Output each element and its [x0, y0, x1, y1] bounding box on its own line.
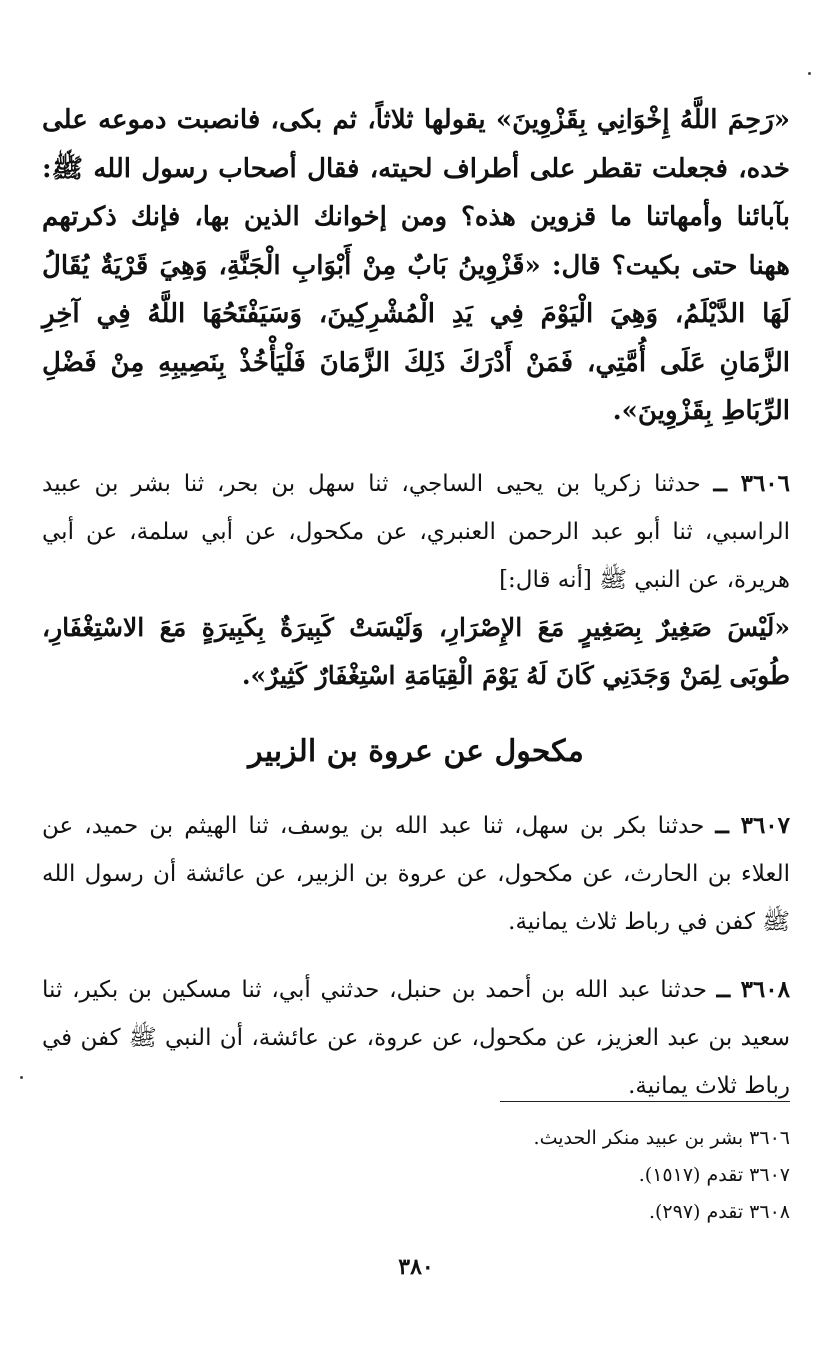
hadith-3605-continuation: «رَحِمَ اللَّهُ إِخْوَانِي بِقَزْوِينَ» يقولها ثلاثاً، ثم بكى، فانصبت دموعه على خده، فجعلت تقطر على أطراف لحيته، فقال أصحاب رسول الله ﷺ: بآبائنا وأمهاتنا ما قزوين هذه؟ ومن إخوانك الذين بها، فإنك ذكرتهم ههنا حتى بكيت؟ قال: «قَزْوِينُ بَابٌ مِنْ أَبْوَابِ الْجَنَّةِ، وَهِيَ قَرْيَةٌ يُقَالُ لَهَا الدَّيْلَمُ، وَهِيَ الْيَوْمَ فِي يَدِ الْمُشْرِكِينَ، وَسَيَفْتَحُهَا اللَّهُ فِي آخِرِ الزَّمَانِ عَلَى أُمَّتِي، فَمَنْ أَدْرَكَ ذَلِكَ الزَّمَانَ فَلْيَأْخُذْ بِنَصِيبِهِ مِنْ فَضْلِ الرِّبَاطِ بِقَزْوِينَ». — [42, 105, 790, 426]
hadith-number: ٣٦٠٧ ــ — [715, 811, 791, 839]
hadith-number: ٣٦٠٨ ــ — [716, 975, 790, 1003]
footnotes — [270, 1120, 790, 1231]
section-heading: مكحول عن عروة بن الزبير — [248, 733, 584, 769]
hadith-text: حدثنا بكر بن سهل، ثنا عبد الله بن يوسف، ثنا الهيثم بن حميد، عن العلاء بن الحارث، عن مكحول، عن عروة بن الزبير، عن عائشة أن رسول الله ﷺ كفن في رباط ثلاث يمانية. — [42, 812, 790, 935]
footnote-item: ٣٦٠٦ بشر بن عبيد منكر الحديث. — [533, 1127, 790, 1149]
hadith-3607 — [42, 802, 790, 946]
hadith-3608 — [42, 966, 790, 1110]
hadith-isnad: حدثنا زكريا بن يحيى الساجي، ثنا سهل بن بحر، ثنا بشر بن عبيد الراسبي، ثنا أبو عبد الرحمن العنبري، عن مكحول، عن أبي سلمة، عن أبي هريرة، عن النبي ﷺ [أنه قال:] — [42, 470, 790, 593]
hadith-3606 — [42, 460, 790, 700]
page-number: ٣٨٠ — [398, 1254, 434, 1280]
hadith-text: حدثنا عبد الله بن أحمد بن حنبل، حدثني أبي، ثنا مسكين بن بكير، ثنا سعيد بن عبد العزيز، عن مكحول، عن عروة، عن عائشة، أن النبي ﷺ كفن في رباط ثلاث يمانية. — [42, 976, 790, 1099]
hadith-3606-isnad-paragraph — [42, 460, 790, 604]
hadith-3606-matn: «لَيْسَ صَغِيرٌ بِصَغِيرٍ مَعَ الإِصْرَارِ، وَلَيْسَتْ كَبِيرَةٌ بِكَبِيرَةٍ مَعَ الاسْتِغْفَارِ، طُوبَى لِمَنْ وَجَدَنِي كَانَ لَهُ يَوْمَ الْقِيَامَةِ اسْتِغْفَارٌ كَثِيرٌ». — [42, 612, 790, 690]
scan-speck — [20, 1076, 23, 1079]
footnote-item: ٣٦٠٧ تقدم (١٥١٧). — [638, 1164, 790, 1186]
footnote-item: ٣٦٠٨ تقدم (٢٩٧). — [648, 1201, 790, 1223]
page-body — [42, 96, 790, 1110]
scan-speck — [808, 72, 811, 75]
hadith-number: ٣٦٠٦ ــ — [713, 469, 791, 497]
footnote-separator — [500, 1101, 790, 1102]
